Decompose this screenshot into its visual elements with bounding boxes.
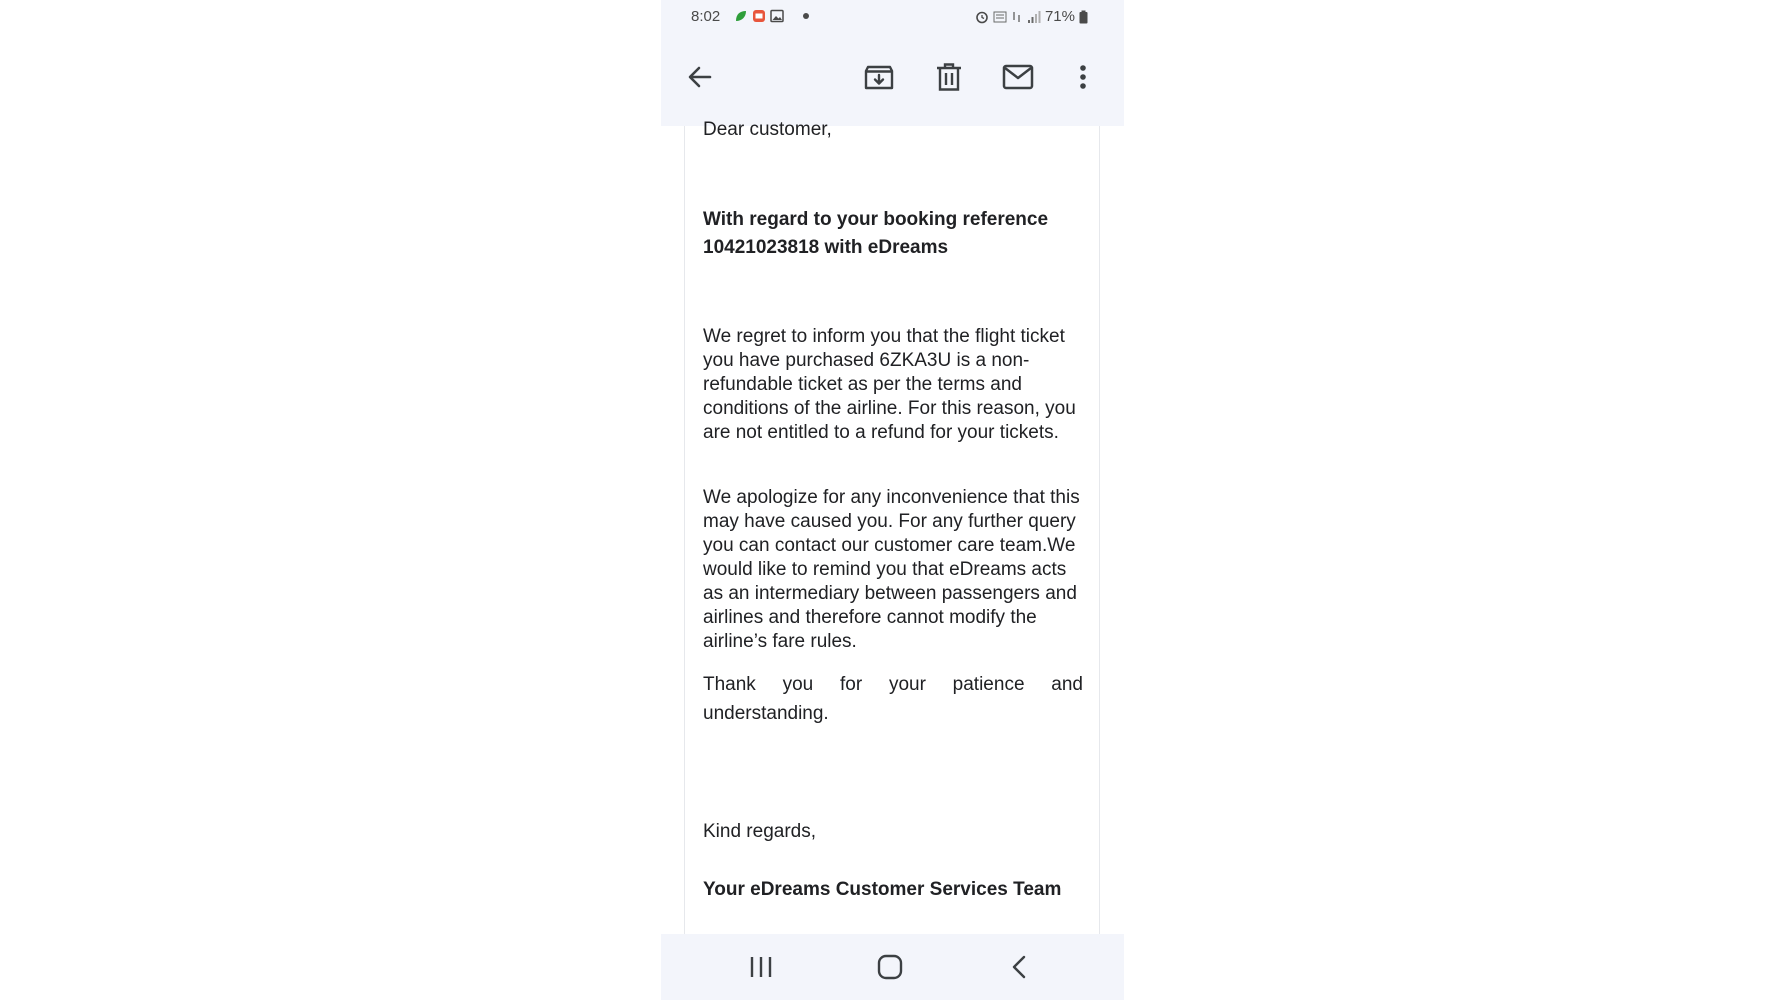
email-signature: Your eDreams Customer Services Team xyxy=(703,879,1062,900)
status-bar xyxy=(661,0,1124,34)
recents-button[interactable] xyxy=(746,952,776,982)
battery-percent: 71% xyxy=(1044,8,1075,25)
4g-icon xyxy=(1011,10,1023,24)
notification-app-icon xyxy=(752,9,766,23)
status-time: 8:02 xyxy=(691,8,721,25)
volte-icon xyxy=(993,10,1007,24)
archive-icon xyxy=(864,62,894,92)
mail-icon xyxy=(1002,64,1034,90)
email-paragraph-apology: We apologize for any inconvenience that this may have caused you. For any further query you can contact our customer care team.We would like to remind you that eDreams acts as an intermediary between passengers and airlines and therefore cannot modify the airline’s fare rules. xyxy=(703,487,1080,652)
phone-screen xyxy=(661,0,1124,1000)
nav-back-button[interactable] xyxy=(1004,952,1034,982)
booking-reference-heading: With regard to your booking reference 10421023818 with eDreams xyxy=(703,209,1049,258)
archive-button[interactable] xyxy=(862,60,896,94)
leaf-app-icon xyxy=(734,9,748,23)
nav-back-icon xyxy=(1011,955,1027,979)
mark-unread-button[interactable] xyxy=(1001,60,1035,94)
back-button[interactable] xyxy=(683,60,717,94)
battery-icon xyxy=(1079,10,1088,24)
home-button[interactable] xyxy=(875,952,905,982)
email-greeting: Dear customer, xyxy=(703,119,832,140)
dot-icon xyxy=(799,9,813,23)
more-options-button[interactable] xyxy=(1066,60,1100,94)
email-closing: Kind regards, xyxy=(703,821,817,842)
gallery-icon xyxy=(770,9,784,23)
alarm-icon xyxy=(975,10,989,24)
recents-icon xyxy=(749,956,773,978)
email-thanks: Thank you for your patience and understanding. xyxy=(703,674,1083,724)
email-toolbar xyxy=(661,34,1124,126)
more-vert-icon xyxy=(1079,64,1087,90)
email-paragraph-refund: We regret to inform you that the flight ticket you have purchased 6ZKA3U is a non-refundable ticket as per the terms and conditions of the airline. For this reason, you are not entitled to a refund for your tickets. xyxy=(703,326,1076,443)
delete-button[interactable] xyxy=(932,60,966,94)
email-message xyxy=(684,119,1100,934)
signal-icon xyxy=(1027,10,1041,24)
back-arrow-icon xyxy=(687,64,713,90)
trash-icon xyxy=(935,62,963,92)
status-right-group xyxy=(975,8,1088,25)
system-navigation-bar xyxy=(661,934,1124,1000)
home-icon xyxy=(877,954,903,980)
